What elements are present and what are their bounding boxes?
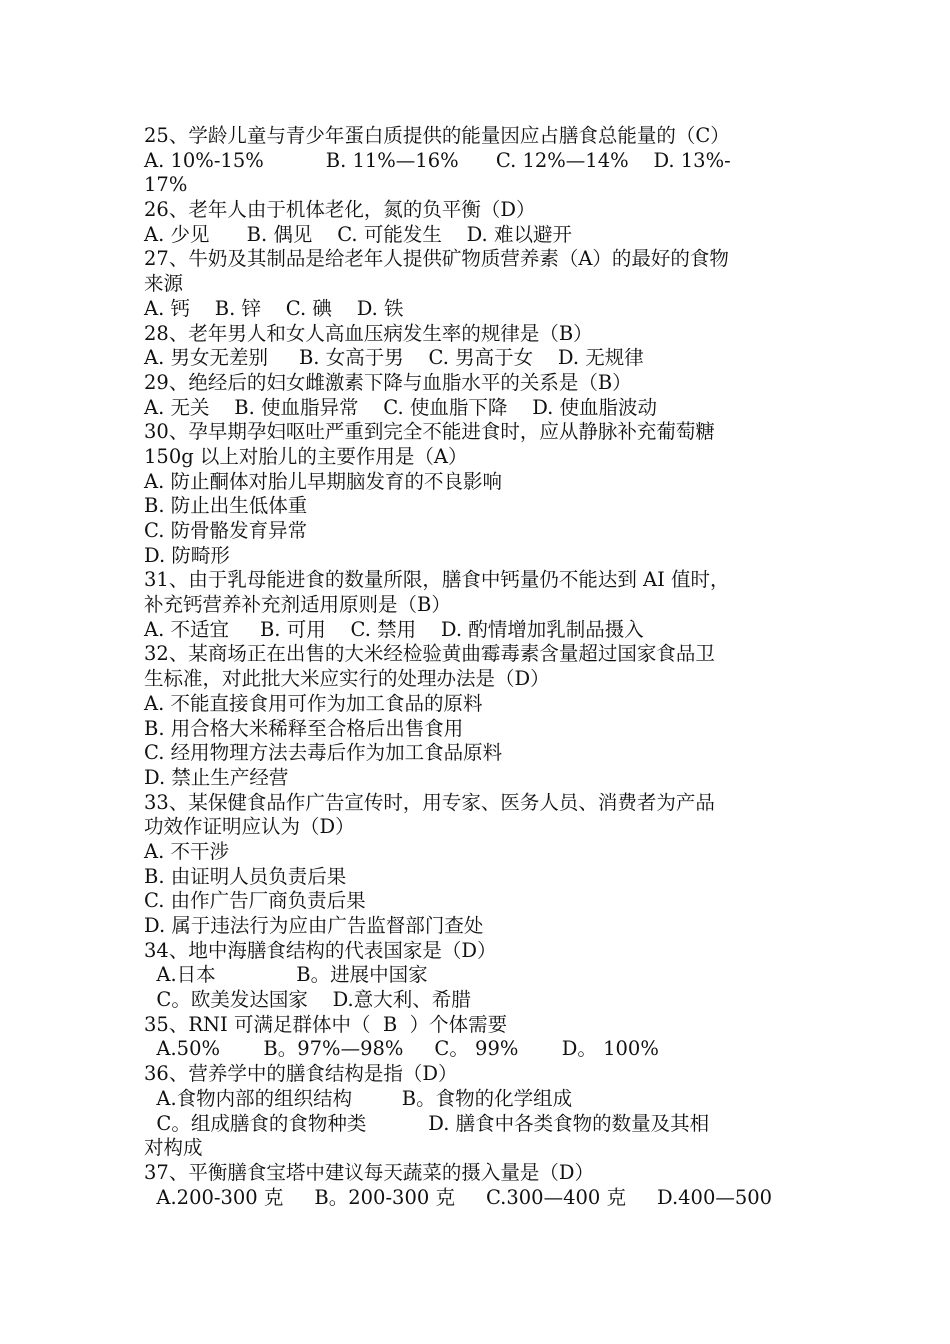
question-36-options-cd: C。组成膳食的食物种类 D. 膳食中各类食物的数量及其相	[144, 1111, 710, 1135]
question-32-option-d: D. 禁止生产经营	[144, 765, 289, 789]
question-31-text: 31、由于乳母能进食的数量所限，膳食中钙量仍不能达到 AI 值时，	[144, 568, 730, 592]
question-30-text: 30、孕早期孕妇呕吐严重到完全不能进食时，应从静脉补充葡萄糖	[144, 420, 715, 444]
question-32-option-a: A. 不能直接食用可作为加工食品的原料	[144, 691, 483, 715]
question-27-text-cont: 来源	[144, 272, 184, 296]
question-35-text: 35、RNI 可满足群体中（ B ）个体需要	[144, 1012, 508, 1036]
question-34-text: 34、地中海膳食结构的代表国家是（D）	[144, 938, 497, 962]
question-36-options-cont: 对构成	[144, 1136, 203, 1160]
question-37-text: 37、平衡膳食宝塔中建议每天蔬菜的摄入量是（D）	[144, 1160, 594, 1184]
question-30-option-a: A. 防止酮体对胎儿早期脑发育的不良影响	[144, 469, 502, 493]
document-body	[144, 124, 812, 1210]
question-28-text: 28、老年男人和女人高血压病发生率的规律是（B）	[144, 321, 593, 345]
question-34-options-cd: C。欧美发达国家 D.意大利、希腊	[144, 988, 471, 1012]
question-29-text: 29、绝经后的妇女雌激素下降与血脂水平的关系是（B）	[144, 370, 632, 394]
question-30-option-c: C. 防骨骼发育异常	[144, 519, 308, 542]
question-30-option-d: D. 防畸形	[144, 543, 230, 567]
question-36-text: 36、营养学中的膳食结构是指（D）	[144, 1062, 458, 1086]
question-33-option-a: A. 不干涉	[144, 839, 229, 863]
question-25-options-cont: 17%	[144, 173, 188, 197]
question-27-options: A. 钙 B. 锌 C. 碘 D. 铁	[144, 296, 404, 320]
question-30-text-cont: 150g 以上对胎儿的主要作用是（A）	[144, 444, 468, 468]
question-32-option-b: B. 用合格大米稀释至合格后出售食用	[144, 716, 464, 740]
question-35-options: A.50% B。97%—98% C。 99% D。 100%	[144, 1037, 659, 1061]
question-34-options-ab: A.日本 B。进展中国家	[144, 963, 428, 987]
question-28-options: A. 男女无差别 B. 女高于男 C. 男高于女 D. 无规律	[144, 346, 644, 370]
question-31-options: A. 不适宜 B. 可用 C. 禁用 D. 酌情增加乳制品摄入	[144, 617, 644, 641]
question-33-option-b: B. 由证明人员负责后果	[144, 864, 347, 888]
question-32-text-cont: 生标准，对此批大米应实行的处理办法是（D）	[144, 667, 550, 691]
question-25-text: 25、学龄儿童与青少年蛋白质提供的能量因应占膳食总能量的（C）	[144, 124, 730, 147]
question-32-option-c: C. 经用物理方法去毒后作为加工食品原料	[144, 741, 503, 765]
question-33-option-c: C. 由作广告厂商负责后果	[144, 889, 366, 913]
question-29-options: A. 无关 B. 使血脂异常 C. 使血脂下降 D. 使血脂波动	[144, 395, 658, 419]
question-30-option-b: B. 防止出生低体重	[144, 494, 308, 518]
question-26-options: A. 少见 B. 偶见 C. 可能发生 D. 难以避开	[144, 222, 572, 246]
question-36-options-ab: A.食物内部的组织结构 B。食物的化学组成	[144, 1086, 573, 1110]
question-33-option-d: D. 属于违法行为应由广告监督部门查处	[144, 914, 484, 937]
question-26-text: 26、老年人由于机体老化，氮的负平衡（D）	[144, 198, 536, 222]
question-33-text: 33、某保健食品作广告宣传时，用专家、医务人员、消费者为产品	[144, 790, 715, 814]
question-31-text-cont: 补充钙营养补充剂适用原则是（B）	[144, 593, 451, 617]
question-25-options: A. 10%-15% B. 11%—16% C. 12%—14% D. 13%-	[144, 148, 731, 172]
question-37-options: A.200-300 克 B。200-300 克 C.300—400 克 D.400—500	[144, 1185, 773, 1209]
question-27-text: 27、牛奶及其制品是给老年人提供矿物质营养素（A）的最好的食物	[144, 247, 729, 271]
question-32-text: 32、某商场正在出售的大米经检验黄曲霉毒素含量超过国家食品卫	[144, 642, 715, 666]
question-33-text-cont: 功效作证明应认为（D）	[144, 815, 355, 839]
